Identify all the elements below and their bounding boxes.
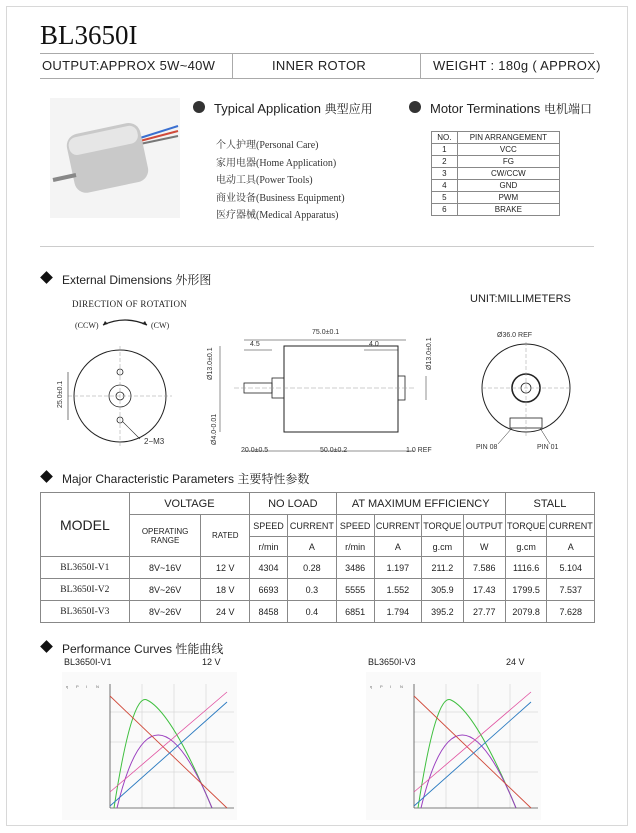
right-curve-model: BL3650I-V3 (368, 657, 416, 667)
sub-header: CURRENT (374, 515, 422, 537)
table-row: BL3650I-V1 8V~16V 12 V 4304 0.28 3486 1.197 211.2 7.586 1116.6 5.104 (41, 557, 595, 579)
application-list (216, 137, 345, 225)
bullet-icon (193, 101, 205, 113)
right-performance-curve (366, 672, 541, 820)
header-bottom-rule (40, 78, 594, 79)
major-params-heading: Major Characteristic Parameters 主要特性参数 (62, 472, 310, 486)
front-screw-label: 2−M3 (144, 437, 165, 446)
side-dim-ref: 1.0 REF (406, 447, 432, 454)
sub-header: SPEED (336, 515, 374, 537)
maxeff-header: AT MAXIMUM EFFICIENCY (336, 493, 505, 515)
side-view-drawing (214, 326, 444, 458)
list-item: 家用电器(Home Application) (216, 157, 337, 169)
rear-pin01-label: PIN 01 (537, 444, 559, 451)
ccw-label: (CCW) (75, 321, 99, 330)
rotation-direction-label: DIRECTION OF ROTATION (72, 299, 188, 309)
header-rotor: INNER ROTOR (272, 58, 367, 73)
unit-cell: A (288, 537, 337, 557)
front-view-drawing (58, 338, 188, 458)
rear-view-drawing (474, 336, 584, 448)
unit-cell: g.cm (505, 537, 547, 557)
cw-label: (CW) (151, 321, 170, 330)
side-dim-20: 20.0±0.5 (241, 447, 269, 454)
side-dim-75: 75.0±0.1 (312, 329, 340, 336)
unit-cell: r/min (336, 537, 374, 557)
header-weight: WEIGHT : 180g ( APPROX) (433, 58, 601, 73)
sub-header: SPEED (250, 515, 288, 537)
pin-col-header: PIN ARRANGEMENT (457, 132, 559, 144)
unit-cell: A (547, 537, 595, 557)
unit-cell: W (463, 537, 505, 557)
header-top-rule (40, 53, 594, 54)
stall-header: STALL (505, 493, 594, 515)
sub-header: CURRENT (547, 515, 595, 537)
list-item: 商业设备(Business Equipment) (216, 192, 345, 204)
unit-cell: r/min (250, 537, 288, 557)
bullet-icon (409, 101, 421, 113)
header-divider (232, 54, 233, 78)
left-curve-voltage: 12 V (202, 657, 221, 667)
pin-col-header: NO. (432, 132, 458, 144)
svg-text:η: η (370, 684, 373, 689)
sub-header: CURRENT (288, 515, 337, 537)
page-title: BL3650I (40, 20, 138, 50)
rear-pin08-label: PIN 08 (476, 444, 498, 451)
side-dim-dia13a: Ø13.0±0.1 (207, 347, 214, 380)
list-item: 电动工具(Power Tools) (216, 175, 313, 186)
front-dim-25: 25.0±0.1 (57, 380, 64, 408)
header-output: OUTPUT:APPROX 5W~40W (42, 58, 216, 73)
voltage-header: VOLTAGE (129, 493, 249, 515)
table-row: 5 PWM (432, 192, 560, 204)
performance-heading: Performance Curves 性能曲线 (62, 642, 224, 656)
table-row: BL3650I-V2 8V~26V 18 V 6693 0.3 5555 1.552 305.9 17.43 1799.5 7.537 (41, 579, 595, 601)
side-dim-50: 50.0±0.2 (320, 447, 348, 454)
typical-application-heading: Typical Application 典型应用 (214, 101, 373, 116)
params-table (40, 492, 595, 623)
motor-terminations-heading: Motor Terminations 电机端口 (430, 101, 592, 116)
side-dim-dia13b: Ø13.0±0.1 (426, 337, 433, 370)
sub-header: OUTPUT (463, 515, 505, 537)
section-divider (40, 246, 594, 247)
table-row: BL3650I-V3 8V~26V 24 V 8458 0.4 6851 1.794 395.2 27.77 2079.8 7.628 (41, 601, 595, 623)
list-item: 个人护理(Personal Care) (216, 140, 319, 151)
svg-text:N: N (400, 684, 403, 689)
svg-text:P: P (76, 684, 79, 689)
unit-cell: g.cm (422, 537, 464, 557)
header-divider (420, 54, 421, 78)
left-curve-model: BL3650I-V1 (64, 657, 112, 667)
table-row: 3 CW/CCW (432, 168, 560, 180)
table-row: 1 VCC (432, 144, 560, 156)
side-dim-4-5: 4.5 (250, 341, 260, 348)
sub-header: TORQUE (422, 515, 464, 537)
table-row: 4 GND (432, 180, 560, 192)
left-performance-curve (62, 672, 237, 820)
unit-cell: A (374, 537, 422, 557)
rotation-arrow-icon (100, 316, 150, 328)
oprange-header: OPERATING RANGE (129, 515, 201, 557)
pin-table (431, 131, 560, 216)
table-row: 2 FG (432, 156, 560, 168)
sub-header: TORQUE (505, 515, 547, 537)
svg-text:N: N (96, 684, 99, 689)
motor-photo (50, 98, 180, 218)
svg-text:I: I (390, 684, 392, 689)
external-dimensions-heading: External Dimensions 外形图 (62, 273, 212, 287)
rated-header: RATED (201, 515, 250, 557)
rear-dim-36: Ø36.0 REF (497, 332, 533, 339)
side-dim-4-0: 4.0 (369, 341, 379, 348)
table-row: 6 BRAKE (432, 204, 560, 216)
svg-text:I: I (86, 684, 88, 689)
svg-text:η: η (66, 684, 69, 689)
unit-label: UNIT:MILLIMETERS (470, 293, 571, 305)
side-dim-shaft: Ø4.0-0.01 (211, 413, 218, 445)
model-header: MODEL (41, 493, 130, 557)
right-curve-voltage: 24 V (506, 657, 525, 667)
svg-text:P: P (380, 684, 383, 689)
list-item: 医疗器械(Medical Apparatus) (216, 210, 339, 221)
noload-header: NO LOAD (250, 493, 337, 515)
